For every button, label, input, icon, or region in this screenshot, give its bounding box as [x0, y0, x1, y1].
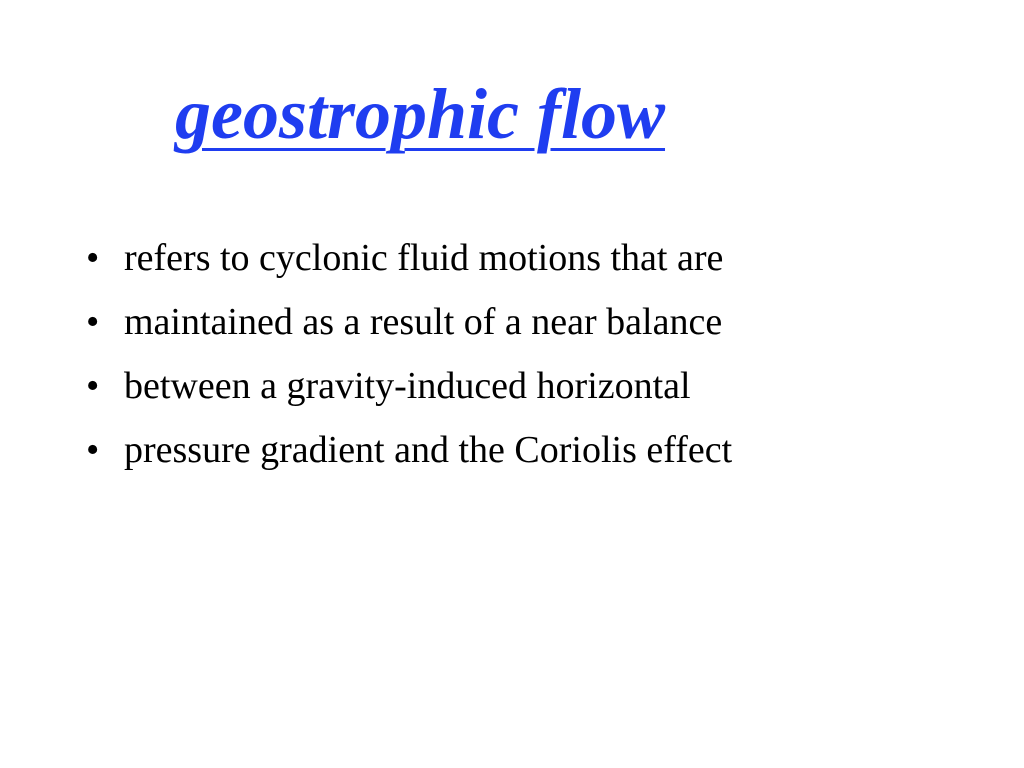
bullet-text: maintained as a result of a near balance — [124, 301, 723, 343]
bullet-icon: • — [86, 237, 100, 279]
bullet-text: between a gravity-induced horizontal — [124, 365, 691, 407]
bullet-icon: • — [86, 301, 100, 343]
bullet-item — [86, 300, 732, 364]
bullet-text: pressure gradient and the Coriolis effect — [124, 429, 733, 471]
bullet-item — [86, 364, 732, 428]
slide-title: geostrophic flow — [175, 74, 666, 154]
bullet-item — [86, 428, 732, 492]
bullet-list — [86, 236, 732, 492]
bullet-icon: • — [86, 365, 100, 407]
bullet-text: refers to cyclonic fluid motions that are — [124, 237, 724, 279]
bullet-item — [86, 236, 732, 300]
bullet-icon: • — [86, 429, 100, 471]
